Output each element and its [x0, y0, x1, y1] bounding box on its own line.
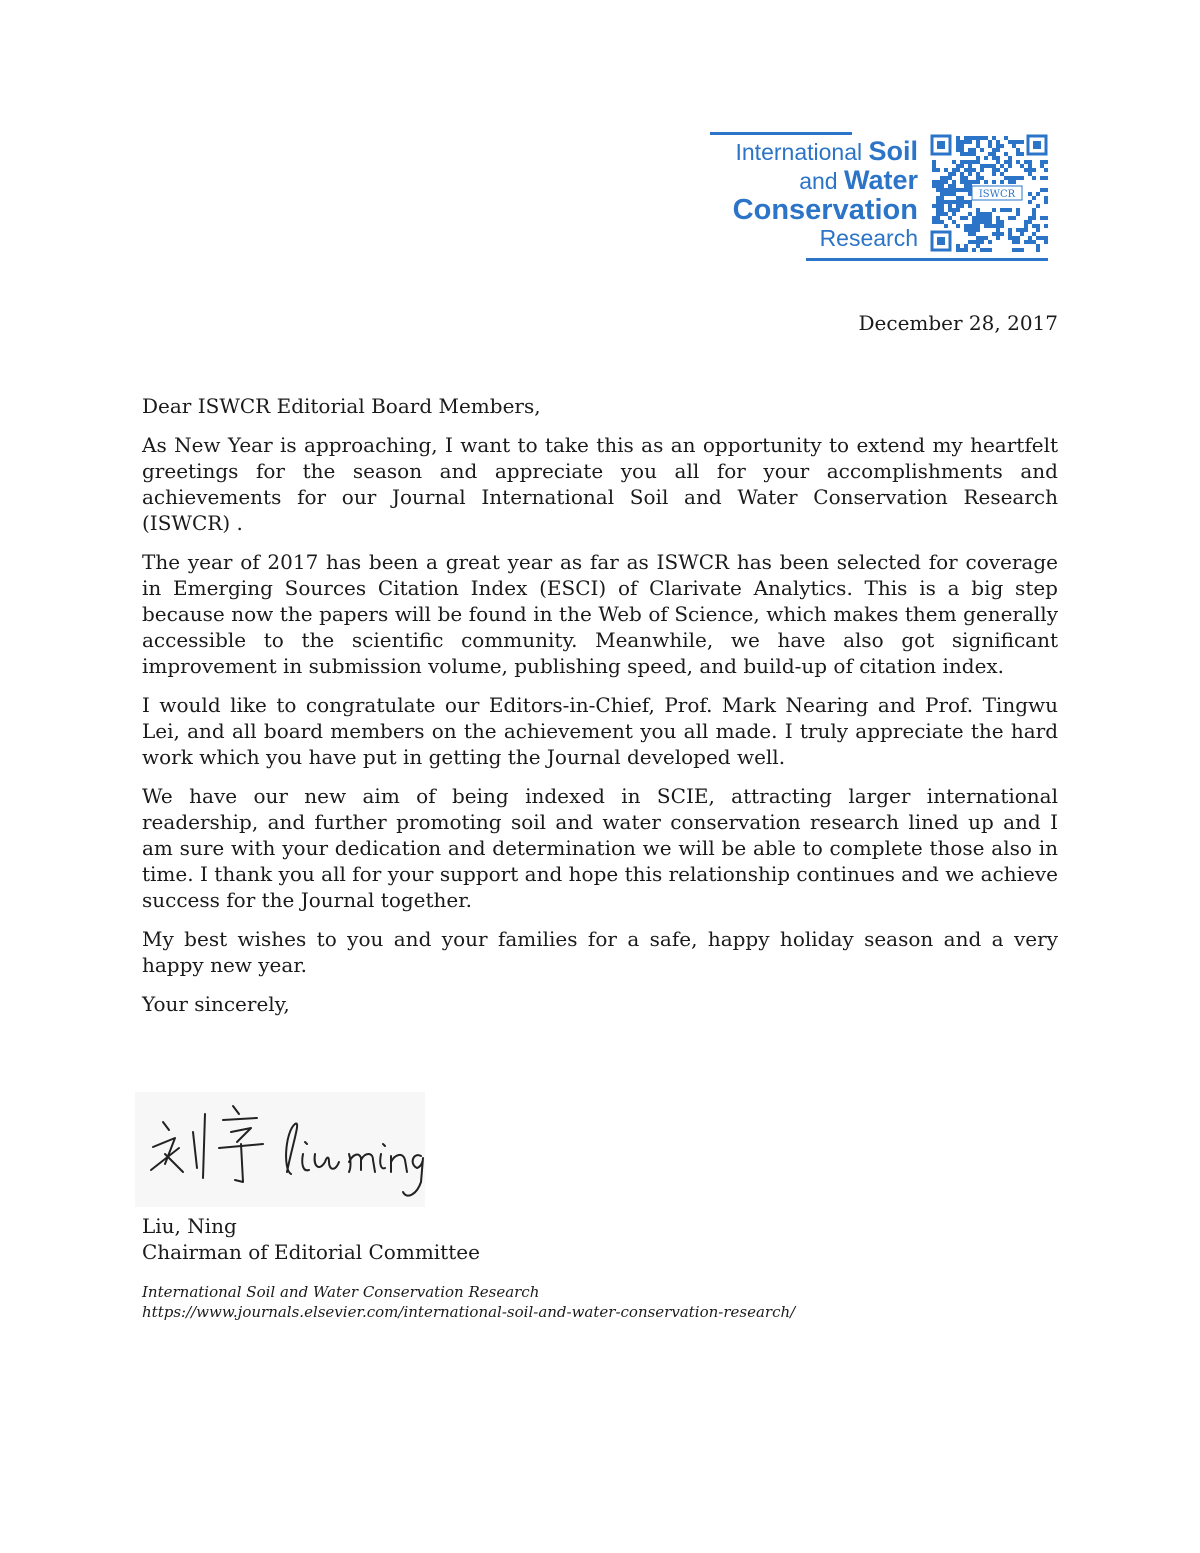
paragraph: We have our new aim of being indexed in SCIE, attracting larger international readership, and further promoting soil and water conservation research lined up and I am sure with your dedication and determination we will be able to complete those also in time. I thank you all for your support and hope this relationship continues and we achieve success for the Journal together. [142, 784, 1058, 912]
paragraph: As New Year is approaching, I want to take this as an opportunity to extend my heartfelt greetings for the season and appreciate you all for your accomplishments and achievements for our Journal International Soil and Water Conservation Research (ISWCR) . [142, 433, 1058, 535]
letter-body [142, 393, 1058, 1030]
letter-date: December 28, 2017 [858, 311, 1058, 335]
logo-text [733, 138, 918, 250]
signer-name: Liu, Ning [142, 1214, 237, 1238]
logo-line-2: and Water [799, 165, 918, 195]
footer-url-link[interactable]: https://www.journals.elsevier.com/international-soil-and-water-conservation-research/ [142, 1303, 796, 1321]
signer-title: Chairman of Editorial Committee [142, 1240, 480, 1264]
paragraph: The year of 2017 has been a great year as far as ISWCR has been selected for coverage in Emerging Sources Citation Index (ESCI) of Clarivate Analytics. This is a big step because now the papers will be found in the Web of Science, which makes them generally accessible to the scientific community. Meanwhile, we have also got significant improvement in submission volume, publishing speed, and build-up of citation index. [142, 550, 1058, 678]
paragraph: My best wishes to you and your families for a safe, happy holiday season and a very happy new year. [142, 927, 1058, 977]
paragraph: I would like to congratulate our Editors-in-Chief, Prof. Mark Nearing and Prof. Tingwu Lei, and all board members on the achievement you all made. I truly appreciate the hard work which you have put in getting the Journal developed well. [142, 693, 1058, 769]
footer [142, 1282, 795, 1322]
logo-bottom-rule [806, 258, 1048, 261]
closing: Your sincerely, [142, 992, 290, 1016]
qr-code-icon [930, 134, 1048, 252]
handwritten-signature [135, 1092, 425, 1207]
greeting: Dear ISWCR Editorial Board Members, [142, 394, 541, 418]
qr-center-label: ISWCR [978, 189, 1016, 200]
signer-block [142, 1213, 480, 1265]
logo-top-rule [710, 132, 852, 135]
logo-line-1: International Soil [735, 136, 918, 166]
logo-line-4: Research [819, 225, 918, 251]
journal-logo [700, 130, 1050, 265]
footer-journal-name: International Soil and Water Conservation Research [142, 1283, 540, 1301]
logo-line-3: Conservation [732, 194, 918, 226]
